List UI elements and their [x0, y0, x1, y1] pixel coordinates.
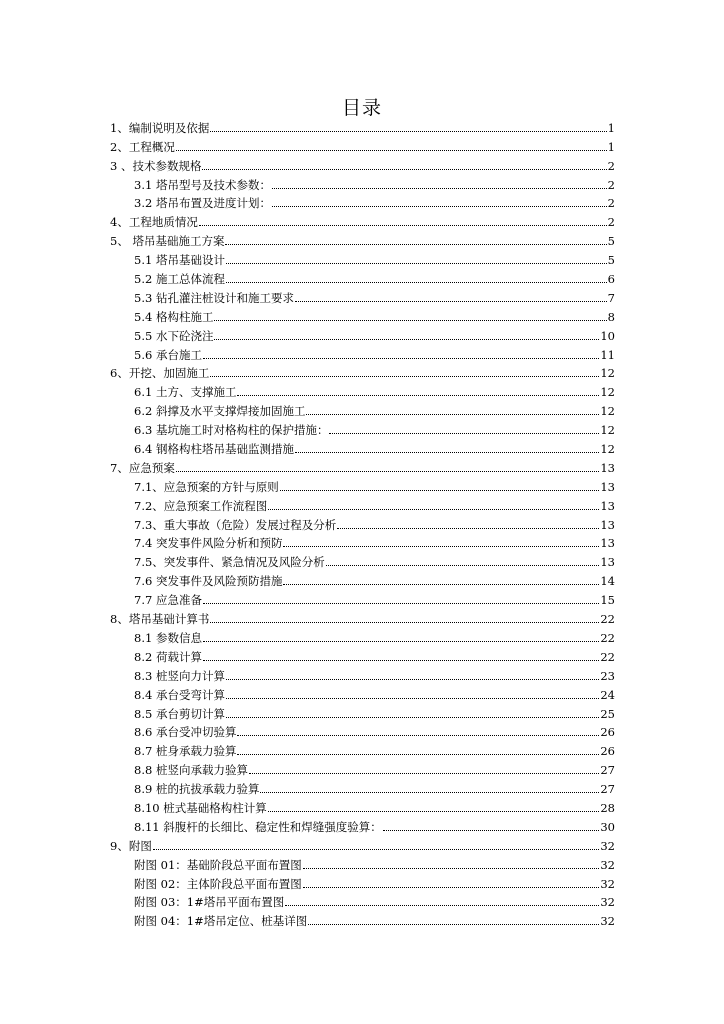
toc-entry[interactable]	[110, 872, 615, 891]
toc-entry-page-number: 12	[600, 385, 615, 400]
toc-entry-page-number: 14	[600, 574, 615, 589]
toc-entry-page-number: 7	[607, 290, 615, 305]
dot-leader	[153, 849, 600, 850]
dot-leader	[329, 433, 599, 434]
toc-entry-label: 8.3 桩竖向力计算	[134, 668, 225, 683]
toc-entry-label: 9、附图	[110, 838, 152, 853]
toc-entry[interactable]	[110, 513, 615, 532]
toc-entry-label: 7.2、应急预案工作流程图	[134, 498, 268, 513]
dot-leader	[203, 603, 599, 604]
toc-entry-label: 5.6 承台施工	[134, 347, 202, 362]
toc-entry[interactable]	[110, 758, 615, 777]
toc-entry[interactable]	[110, 815, 615, 834]
toc-entry-page-number: 2	[607, 158, 615, 173]
dot-leader	[226, 679, 599, 680]
toc-entry-page-number: 13	[600, 517, 615, 532]
toc-entry-page-number: 2	[607, 196, 615, 211]
toc-entry[interactable]	[110, 286, 615, 305]
toc-entry-page-number: 11	[600, 347, 615, 362]
toc-entry-page-number: 12	[600, 442, 615, 457]
toc-entry-page-number: 26	[600, 725, 615, 740]
toc-entry-page-number: 32	[600, 857, 615, 872]
dot-leader	[268, 509, 599, 510]
toc-entry[interactable]	[110, 380, 615, 399]
toc-entry-page-number: 13	[600, 479, 615, 494]
toc-entry-label: 5.1 塔吊基础设计	[134, 253, 225, 268]
toc-entry-label: 附图 02：主体阶段总平面布置图	[134, 876, 302, 891]
toc-entry[interactable]	[110, 645, 615, 664]
dot-leader	[249, 773, 599, 774]
dot-leader	[283, 546, 599, 547]
toc-entry-page-number: 27	[600, 782, 615, 797]
dot-leader	[237, 735, 599, 736]
toc-entry-page-number: 5	[607, 234, 615, 249]
dot-leader	[272, 188, 607, 189]
toc-entry-page-number: 10	[600, 328, 615, 343]
toc-entry-label: 6.4 钢格构柱塔吊基础监测措施	[134, 442, 294, 457]
toc-entry-label: 附图 03：1#塔吊平面布置图	[134, 895, 285, 910]
toc-entry-page-number: 22	[600, 612, 615, 627]
toc-entry[interactable]	[110, 626, 615, 645]
toc-entry[interactable]	[110, 475, 615, 494]
toc-entry-page-number: 32	[600, 838, 615, 853]
toc-entry-page-number: 30	[600, 819, 615, 834]
toc-entry[interactable]	[110, 456, 615, 475]
toc-entry-page-number: 27	[600, 763, 615, 778]
dot-leader	[308, 924, 599, 925]
dot-leader	[295, 301, 607, 302]
toc-entry[interactable]	[110, 267, 615, 286]
toc-entry[interactable]	[110, 116, 615, 135]
toc-entry-label: 8.8 桩竖向承载力验算	[134, 763, 248, 778]
toc-entry-label: 8.2 荷载计算	[134, 649, 202, 664]
toc-entry-page-number: 1	[607, 139, 615, 154]
toc-entry-page-number: 32	[600, 895, 615, 910]
toc-entry-label: 附图 01：基础阶段总平面布置图	[134, 857, 302, 872]
dot-leader	[303, 868, 600, 869]
dot-leader	[237, 395, 599, 396]
toc-entry[interactable]	[110, 173, 615, 192]
toc-entry-label: 8、塔吊基础计算书	[110, 612, 210, 627]
toc-entry-page-number: 12	[600, 404, 615, 419]
dot-leader	[283, 584, 599, 585]
toc-entry[interactable]	[110, 796, 615, 815]
dot-leader	[214, 320, 606, 321]
toc-entry[interactable]	[110, 192, 615, 211]
dot-leader	[202, 169, 606, 170]
toc-entry-label: 3 、技术参数规格	[110, 158, 202, 173]
toc-entry-page-number: 26	[600, 744, 615, 759]
toc-entry-label: 3.1 塔吊型号及技术参数：	[134, 177, 271, 192]
toc-entry[interactable]	[110, 739, 615, 758]
dot-leader	[237, 754, 599, 755]
dot-leader	[214, 339, 599, 340]
dot-leader	[303, 887, 600, 888]
toc-entry-page-number: 2	[607, 177, 615, 192]
toc-entry[interactable]	[110, 891, 615, 910]
toc-entry-label: 5.5 水下砼浇注	[134, 328, 214, 343]
toc-entry-page-number: 22	[600, 649, 615, 664]
dot-leader	[210, 622, 599, 623]
dot-leader	[203, 641, 599, 642]
dot-leader	[210, 131, 606, 132]
toc-entry-label: 8.11 斜腹杆的长细比、稳定性和焊缝强度验算：	[134, 819, 382, 834]
toc-entry-page-number: 13	[600, 555, 615, 570]
dot-leader	[272, 206, 607, 207]
toc-entry[interactable]	[110, 853, 615, 872]
toc-entry-page-number: 28	[600, 800, 615, 815]
dot-leader	[383, 830, 600, 831]
toc-entry-label: 6.3 基坑施工时对格构柱的保护措施：	[134, 423, 329, 438]
toc-entry-label: 5.4 格构柱施工	[134, 309, 214, 324]
toc-entry-label: 6.2 斜撑及水平支撑焊接加固施工	[134, 404, 306, 419]
toc-entry[interactable]	[110, 664, 615, 683]
toc-entry-page-number: 12	[600, 366, 615, 381]
toc-entry[interactable]	[110, 550, 615, 569]
toc-entry[interactable]	[110, 248, 615, 267]
toc-entry-label: 7.1、应急预案的方针与原则	[134, 479, 279, 494]
toc-entry-page-number: 15	[600, 593, 615, 608]
toc-entry[interactable]	[110, 362, 615, 381]
toc-entry[interactable]	[110, 532, 615, 551]
dot-leader	[337, 528, 599, 529]
dot-leader	[225, 244, 606, 245]
toc-entry[interactable]	[110, 909, 615, 928]
toc-entry[interactable]	[110, 683, 615, 702]
toc-entry[interactable]	[110, 210, 615, 229]
toc-entry[interactable]	[110, 777, 615, 796]
dot-leader	[326, 565, 600, 566]
toc-entry-page-number: 12	[600, 423, 615, 438]
toc-entry[interactable]	[110, 154, 615, 173]
toc-entry-label: 2、工程概况	[110, 139, 175, 154]
toc-entry-label: 8.5 承台剪切计算	[134, 706, 225, 721]
toc-entry-label: 5.3 钻孔灌注桩设计和施工要求	[134, 290, 294, 305]
toc-entry[interactable]	[110, 437, 615, 456]
toc-entry-page-number: 13	[600, 460, 615, 475]
toc-entry[interactable]	[110, 229, 615, 248]
dot-leader	[203, 660, 599, 661]
dot-leader	[226, 263, 607, 264]
toc-entry[interactable]	[110, 135, 615, 154]
toc-entry-label: 7.3、重大事故（危险）发展过程及分析	[134, 517, 337, 532]
dot-leader	[306, 414, 599, 415]
toc-entry[interactable]	[110, 607, 615, 626]
toc-entry-label: 7、应急预案	[110, 460, 175, 475]
toc-entry-label: 6、开挖、加固施工	[110, 366, 210, 381]
toc-entry-label: 8.1 参数信息	[134, 630, 202, 645]
toc-entry-page-number: 25	[600, 706, 615, 721]
toc-entry-page-number: 2	[607, 215, 615, 230]
toc-entry[interactable]	[110, 588, 615, 607]
toc-entry-label: 附图 04：1#塔吊定位、桩基详图	[134, 914, 308, 929]
dot-leader	[210, 376, 599, 377]
toc-entry-label: 5.2 施工总体流程	[134, 272, 225, 287]
toc-entry-page-number: 13	[600, 498, 615, 513]
toc-entry-label: 7.5、突发事件、紧急情况及风险分析	[134, 555, 325, 570]
toc-entry-label: 7.4 突发事件风险分析和预防	[134, 536, 283, 551]
toc-entry[interactable]	[110, 834, 615, 853]
toc-entry[interactable]	[110, 399, 615, 418]
toc-entry[interactable]	[110, 494, 615, 513]
toc-entry-label: 8.10 桩式基础格构柱计算	[134, 800, 267, 815]
toc-entry-page-number: 32	[600, 876, 615, 891]
toc-entry-label: 6.1 土方、支撑施工	[134, 385, 237, 400]
toc-title: 目录	[341, 97, 382, 119]
toc-entry-label: 8.9 桩的抗拔承载力验算	[134, 782, 260, 797]
dot-leader	[226, 698, 599, 699]
toc-entry-label: 4、工程地质情况	[110, 215, 198, 230]
toc-entry-page-number: 32	[600, 914, 615, 929]
toc-entry-page-number: 5	[607, 253, 615, 268]
dot-leader	[226, 717, 599, 718]
toc-entry[interactable]	[110, 418, 615, 437]
dot-leader	[260, 792, 599, 793]
toc-entry-label: 1、编制说明及依据	[110, 120, 210, 135]
toc-entry-page-number: 23	[600, 668, 615, 683]
dot-leader	[203, 358, 599, 359]
toc-entry[interactable]	[110, 702, 615, 721]
toc-entry[interactable]	[110, 343, 615, 362]
dot-leader	[176, 471, 600, 472]
toc-entry-label: 7.7 应急准备	[134, 593, 202, 608]
table-of-contents	[110, 116, 615, 928]
dot-leader	[176, 150, 607, 151]
toc-entry-page-number: 13	[600, 536, 615, 551]
toc-entry-label: 3.2 塔吊布置及进度计划：	[134, 196, 271, 211]
toc-entry-page-number: 8	[607, 309, 615, 324]
toc-entry-page-number: 1	[607, 120, 615, 135]
toc-entry-label: 8.6 承台受冲切验算	[134, 725, 237, 740]
toc-entry[interactable]	[110, 721, 615, 740]
dot-leader	[268, 811, 600, 812]
dot-leader	[226, 282, 607, 283]
toc-entry[interactable]	[110, 569, 615, 588]
dot-leader	[280, 490, 600, 491]
toc-entry[interactable]	[110, 305, 615, 324]
toc-entry-label: 8.4 承台受弯计算	[134, 687, 225, 702]
toc-entry-label: 5、 塔吊基础施工方案	[110, 234, 225, 249]
dot-leader	[285, 905, 599, 906]
toc-entry-page-number: 6	[607, 272, 615, 287]
dot-leader	[295, 452, 599, 453]
toc-entry-page-number: 24	[600, 687, 615, 702]
toc-entry-label: 7.6 突发事件及风险预防措施	[134, 574, 283, 589]
toc-entry[interactable]	[110, 324, 615, 343]
toc-entry-label: 8.7 桩身承载力验算	[134, 744, 237, 759]
dot-leader	[199, 225, 607, 226]
toc-entry-page-number: 22	[600, 630, 615, 645]
